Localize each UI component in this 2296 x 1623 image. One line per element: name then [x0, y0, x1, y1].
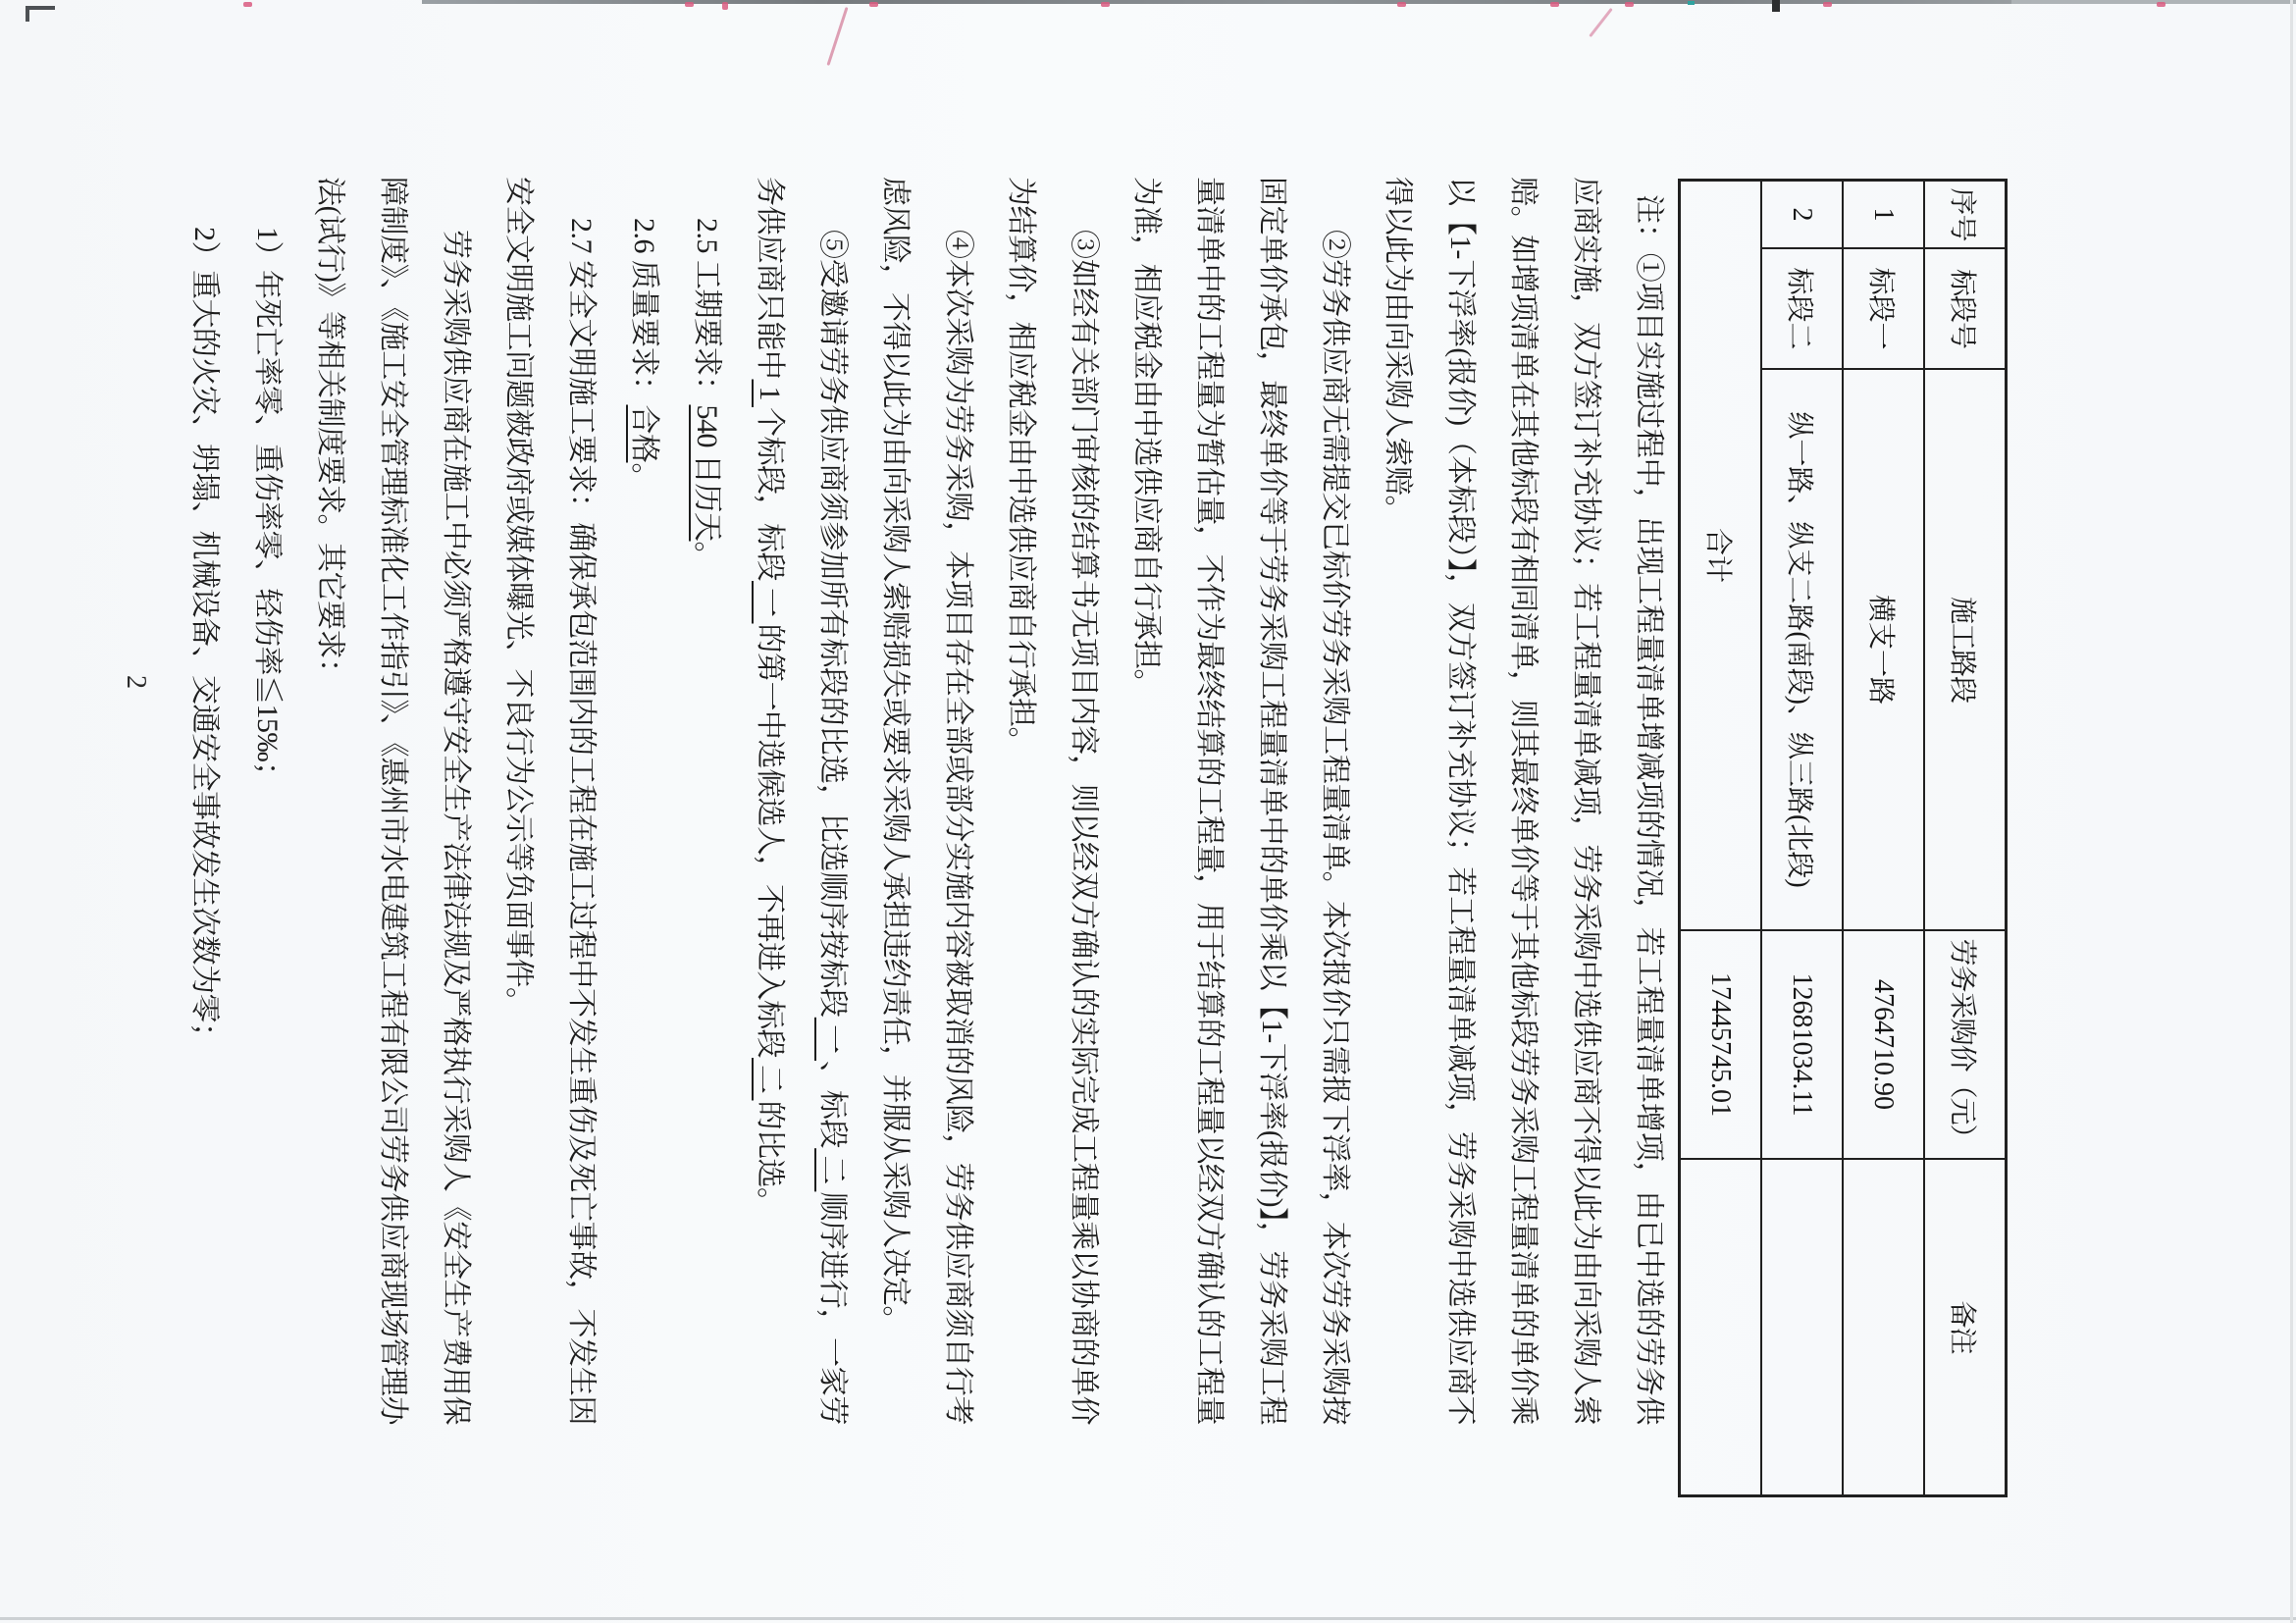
- text-segment: ④本次采购为劳务采购，本项目存在全部或部分实施内容被取消的风险，劳务供应商须自行考虑风险，不得以此为由向采购人索赔损失或要求采购人承担违约责任，并服从采购人决定。: [879, 177, 974, 1425]
- text-segment: ②劳务供应商无需提交已标价劳务采购工程量清单。本次报价只需报下浮率，本次劳务采购按固定单价承包，最终单价等于劳务采购工程量清单中的单价乘以【1-下浮率(报价)】，劳务采购工程量清单中的工程量为暂估量，不作为最终结算的工程量，用于结算的工程量以经双方确认的工程量为准，相应税金由中选供应商自行承担。: [1130, 177, 1351, 1425]
- scan-corner-mark: [26, 6, 29, 22]
- text-segment: 个标段，标段: [754, 407, 786, 581]
- scan-ink-dot: [1688, 1, 1695, 5]
- body-paragraph: [1366, 177, 1680, 1425]
- stamp-ink-mark: [1550, 2, 1559, 7]
- text-segment: 2.6 质量要求：: [628, 218, 660, 405]
- body-paragraph: [235, 177, 298, 1425]
- stamp-ink-mark: [869, 2, 878, 7]
- text-segment: 的第一中选候选人，不再进入标段: [754, 623, 786, 1058]
- table-cell: 1: [1843, 181, 1924, 248]
- underlined-text: 二: [816, 1148, 849, 1192]
- body-paragraph: [989, 177, 1115, 1425]
- stamp-ink-mark: [2157, 2, 2166, 7]
- underlined-text: 1: [754, 379, 786, 407]
- procurement-table: [1679, 180, 2007, 1496]
- body-text: [173, 177, 1680, 1425]
- underlined-text: 一: [816, 1017, 849, 1061]
- text-segment: 。: [628, 462, 660, 492]
- scan-edge-line: [2011, 0, 2296, 4]
- table-row: [1843, 181, 1924, 1495]
- stamp-ink-mark: [722, 2, 728, 10]
- text-segment: ③如经有关部门审核的结算书无项目内容，则以经双方确认的实际完成工程量乘以协商的单价为结算价，相应税金由中选供应商自行承担。: [1005, 177, 1100, 1425]
- stamp-ink-mark: [1823, 2, 1832, 7]
- table-cell: [1761, 1159, 1843, 1495]
- table-header-row: [1924, 181, 2006, 1495]
- table-header-cell: 标段号: [1924, 248, 2006, 369]
- underlined-text: 540 日历天: [691, 404, 723, 542]
- body-paragraph: [173, 177, 235, 1425]
- text-segment: 、标段: [816, 1060, 849, 1149]
- table-total-label: 合计: [1680, 181, 1761, 930]
- underlined-text: 二: [754, 1058, 786, 1101]
- underlined-text: 合格: [628, 404, 660, 463]
- text-segment: 2）重大的火灾、坍塌、机械设备、交通安全事故发生次数为零；: [188, 227, 221, 1052]
- body-paragraph: [675, 177, 738, 1425]
- table-total-value: 17445745.01: [1680, 930, 1761, 1159]
- table-total-row: [1680, 181, 1761, 1495]
- scan-edge-line: [0, 1617, 2296, 1620]
- page-number: 2: [121, 675, 151, 689]
- text-segment: 的比选。: [754, 1100, 786, 1217]
- table-cell: 横支一路: [1843, 369, 1924, 930]
- text-segment: 2.5 工期要求：: [691, 218, 723, 405]
- table-header-cell: 备注: [1924, 1159, 2006, 1495]
- scan-edge-mark: [1772, 0, 1780, 12]
- scan-edge-line: [2290, 0, 2293, 1623]
- body-paragraph: [298, 177, 487, 1425]
- stamp-ink-mark: [1625, 2, 1634, 7]
- text-segment: 注：①项目实施过程中，出现工程量清单增减项的情况，若工程量清单增项，由已中选的劳务供应商实施，双方签订补充协议；若工程量清单减项，劳务采购中选供应商不得以此为由向采购人索赔。如增项清单在其他标段有相同清单，则其最终单价等于其他标段劳务采购工程量清单的单价乘以【1-下浮率(报价)（本标段）】，双方签订补充协议；若工程量清单减项，劳务采购中选供应商不得以此为由向采购人索赔。: [1382, 177, 1665, 1425]
- table-cell: 纵一路、纵支二路(南段)、纵三路(北段): [1761, 369, 1843, 930]
- body-paragraph: [863, 177, 989, 1425]
- text-segment: 2.7 安全文明施工要求：确保承包范围内的工程在施工过程中不发生重伤及死亡事故，不发生因安全文明施工问题被政府或媒体曝光、不良行为公示等负面事件。: [502, 177, 598, 1425]
- stamp-ink-mark: [243, 2, 252, 7]
- table-cell: [1680, 1159, 1761, 1495]
- stamp-ink-mark: [1101, 2, 1110, 7]
- text-segment: 。: [691, 541, 723, 570]
- body-paragraph: [487, 177, 612, 1425]
- scan-corner-mark: [26, 6, 55, 10]
- stamp-ink-mark: [1397, 2, 1406, 7]
- text-segment: ⑤受邀请劳务供应商须参加所有标段的比选，比选顺序按标段: [816, 230, 849, 1018]
- stamp-ink-mark: [685, 2, 694, 7]
- table-cell: 标段二: [1761, 248, 1843, 369]
- table-cell: 12681034.11: [1761, 930, 1843, 1159]
- text-segment: 劳务采购供应商在施工中必须严格遵守安全生产法律法规及严格执行采购人《安全生产费用保障制度》、《施工安全管理标准化工作指引》、《惠州市水电建筑工程有限公司劳务供应商现场管理办法(试行)》等相关制度要求。其它要求：: [314, 177, 472, 1425]
- body-paragraph: [1115, 177, 1366, 1425]
- table-cell: [1843, 1159, 1924, 1495]
- text-segment: 顺序进行，一家劳务供应商只能中: [754, 177, 849, 1426]
- table-cell: 标段一: [1843, 248, 1924, 369]
- underlined-text: 一: [754, 581, 786, 624]
- body-paragraph: [612, 177, 675, 1425]
- procurement-table-body: [1680, 181, 2006, 1495]
- table-row: [1761, 181, 1843, 1495]
- table-header-cell: 劳务采购价（元）: [1924, 930, 2006, 1159]
- body-paragraph: [738, 177, 863, 1425]
- table-header-cell: 序号: [1924, 181, 2006, 248]
- table-cell: 4764710.90: [1843, 930, 1924, 1159]
- table-header-cell: 施工路段: [1924, 369, 2006, 930]
- text-segment: 1）年死亡率零、重伤率零、轻伤率≦15‰；: [251, 227, 284, 791]
- table-cell: 2: [1761, 181, 1843, 248]
